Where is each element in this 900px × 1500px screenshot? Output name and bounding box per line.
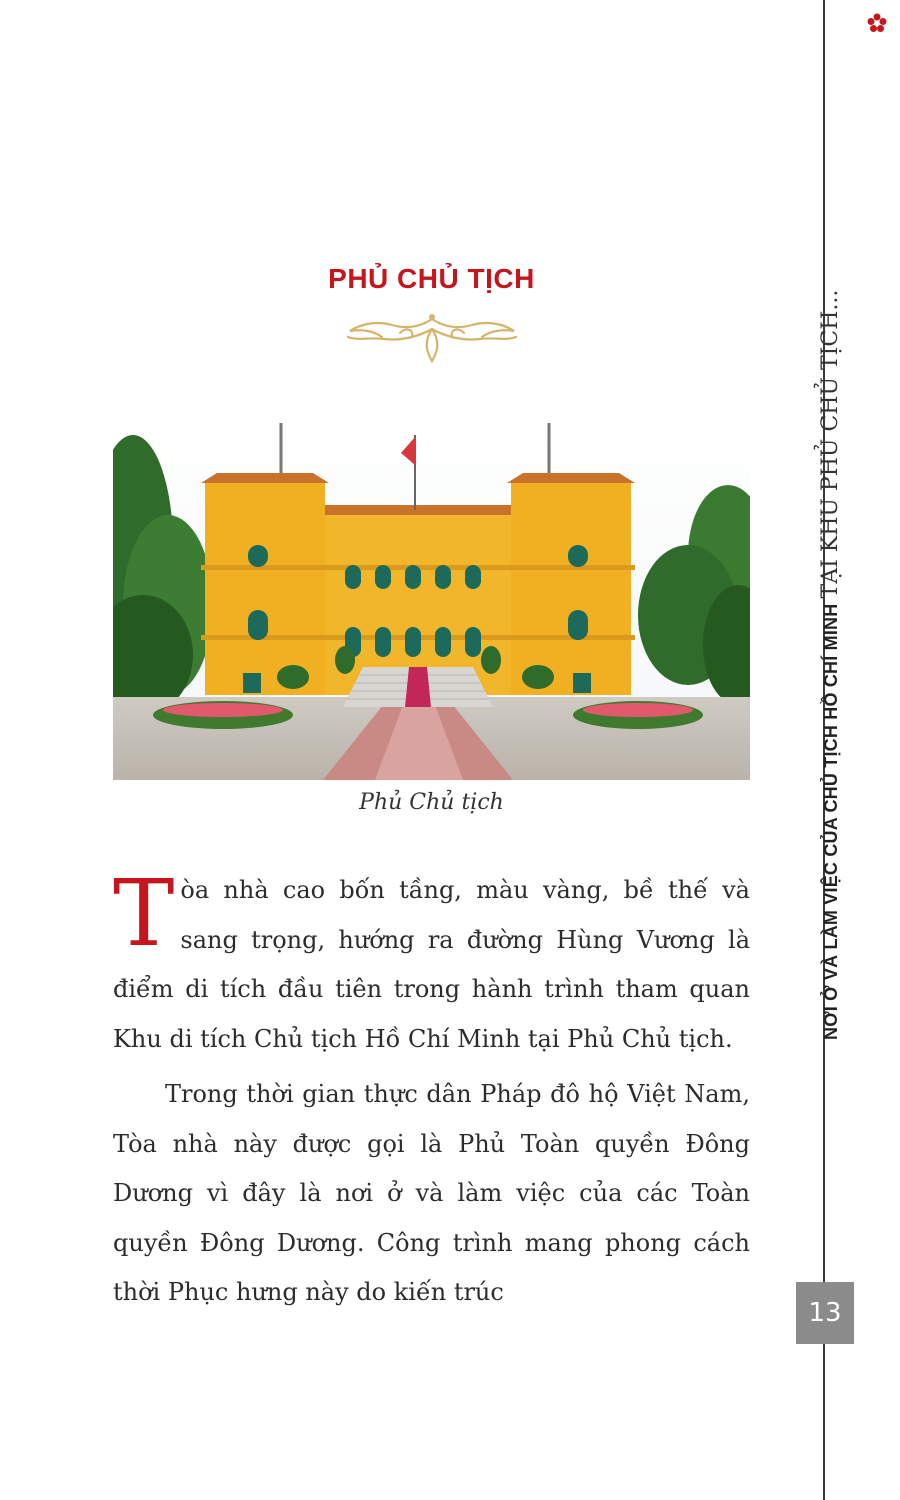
drop-cap: T — [113, 860, 175, 967]
presidential-palace-photo — [113, 405, 750, 780]
paragraph-1 — [113, 860, 750, 1064]
flower-icon — [866, 12, 888, 34]
photo-caption: Phủ Chủ tịch — [359, 790, 504, 815]
page-number: 13 — [796, 1282, 854, 1344]
chapter-title: PHỦ CHỦ TỊCH — [328, 263, 535, 294]
running-header-light: TẠI KHU PHỦ CHỦ TỊCH... — [818, 289, 843, 599]
paragraph-2: Trong thời gian thực dân Pháp đô hộ Việt Nam, Tòa nhà này được gọi là Phủ Toàn quyền Đông Dương vì đây là nơi ở và làm việc của các Toàn quyền Đông Dương. Công trình mang phong cách thời Phục hưng này do kiến trúc — [113, 1080, 750, 1306]
running-header-bold: NƠI Ở VÀ LÀM VIỆC CỦA CHỦ TỊCH HỒ CHÍ MINH — [821, 603, 841, 1040]
paragraph-1-text: òa nhà cao bốn tầng, màu vàng, bề thế và sang trọng, hướng ra đường Hùng Vương là điểm di tích đầu tiên trong hành trình tham quan Khu di tích Chủ tịch Hồ Chí Minh tại Phủ Chủ tịch. — [113, 876, 750, 1053]
running-header — [818, 289, 843, 1040]
body-text — [113, 860, 750, 1318]
ornament-divider — [340, 307, 524, 365]
